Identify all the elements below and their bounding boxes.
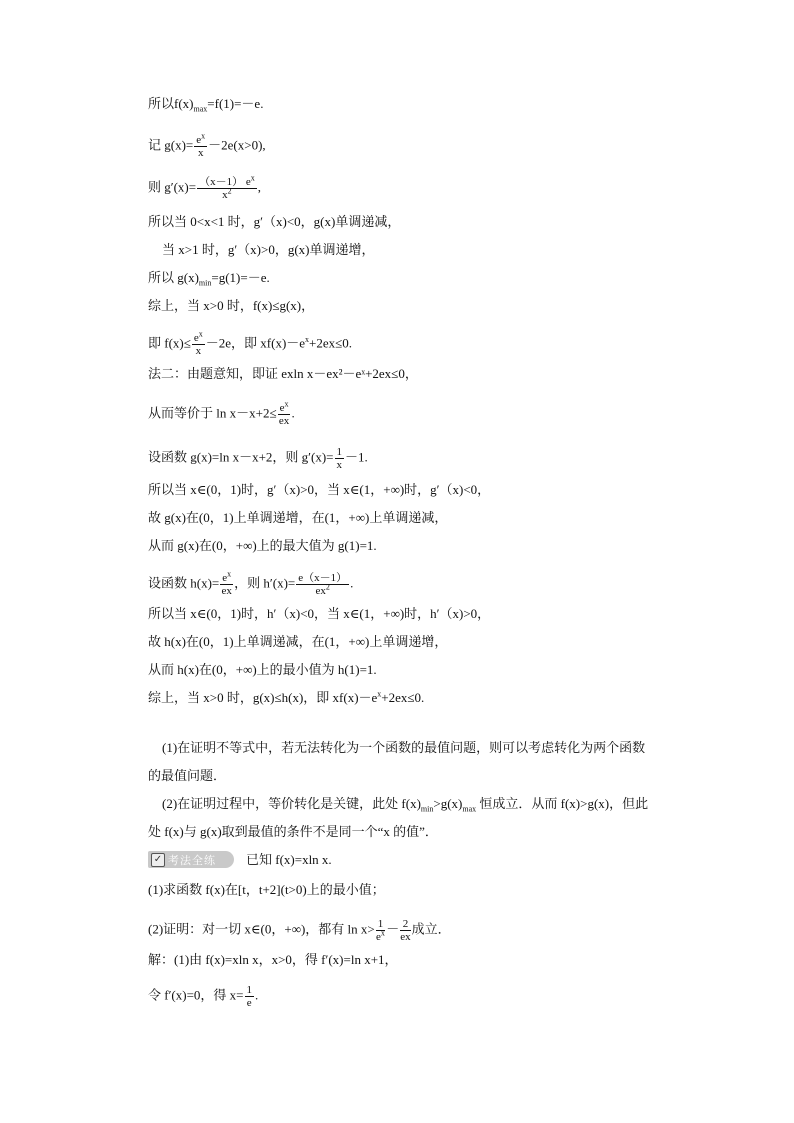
note-2-line-1: (2)在证明过程中，等价转化是关键，此处 $f(x)_{min}>g(x)_{max}$ 恒成立．从而 f(x)>g(x)，但此 xyxy=(162,796,649,814)
practice-badge xyxy=(148,851,234,868)
line-h-min: 从而 h(x)在(0，+∞)上的最小值为 h(1)=1. xyxy=(148,662,377,677)
line-gmin: 所以 $g(x)_{min}=g(1)=-e$. xyxy=(148,270,270,288)
fraction: $\frac{1}{x}$ xyxy=(336,446,343,471)
question-part-1: (1)求函数 f(x)在[t，t+2](t>0)上的最小值； xyxy=(148,882,385,897)
line-g-monotonic: 故 g(x)在(0，1)上单调递增，在(1，+∞)上单调递减， xyxy=(148,510,448,525)
line-conclusion-1: 即 f(x)≤ $\frac{e^x}{x}$ －2e，即 $xf(x)-e^x+2ex\le 0$. xyxy=(148,329,353,357)
line-define-g: 记 g(x)= $\frac{e^x}{x}$ －2e(x>0), xyxy=(148,131,266,159)
fraction: $\frac{e^x}{x}$ xyxy=(196,131,206,159)
fraction: $\frac{1}{e^x}$ xyxy=(376,918,385,943)
solution-line-2: 令 f′(x)=0，得 x= $\frac{1}{e}$ . xyxy=(148,984,259,1009)
line-increasing: 当 x>1 时，g′（x)>0，g(x)单调递增， xyxy=(162,242,375,257)
line-h-sign: 所以当 x∈(0，1)时，h′（x)<0，当 x∈(1，+∞)时，h′（x)>0， xyxy=(148,606,491,621)
line-g-derivative: 则 g′(x)= $\frac{(x-1) e^x}{x^2}$ , xyxy=(148,173,261,201)
note-1-line-2: 的最值问题． xyxy=(148,768,227,783)
line-method-two: 法二：由题意知，即证 exln x－ex²－eˣ+2ex≤0， xyxy=(148,366,418,381)
fraction: $\frac{(x-1) e^x}{x^2}$ xyxy=(199,173,255,201)
line-fmax: 所以$f(x)_{max}=f(1)=-e$. xyxy=(148,96,264,114)
fraction: $\frac{e^x}{ex}$ xyxy=(278,399,290,427)
fraction: $\frac{1}{e}$ xyxy=(246,984,252,1009)
line-h-monotonic: 故 h(x)在(0，1)上单调递减，在(1，+∞)上单调递增， xyxy=(148,634,448,649)
fraction: $\frac{e^x}{ex}$ xyxy=(221,569,232,597)
question-part-2: (2)证明：对一切 x∈(0，+∞)，都有 ln x> $\frac{1}{e^x}$ － $\frac{2}{ex}$ 成立． xyxy=(148,918,451,943)
fraction: $\frac{e^x}{x}$ xyxy=(193,329,203,357)
line-summary-1: 综上，当 x>0 时，f(x)≤g(x)， xyxy=(148,298,315,313)
line-summary-2: 综上，当 x>0 时，g(x)≤h(x)，即 $xf(x)-e^x+2ex\le 0$. xyxy=(148,689,425,705)
note-2-line-2: 处 f(x)与 g(x)取到最值的条件不是同一个“x 的值”． xyxy=(148,824,438,839)
line-decreasing: 所以当 0<x<1 时，g′（x)<0，g(x)单调递减， xyxy=(148,214,401,229)
fraction: $\frac{2}{ex}$ xyxy=(400,918,411,943)
line-g-max: 从而 g(x)在(0，+∞)上的最大值为 g(1)=1. xyxy=(148,538,377,553)
solution-line-1: 解：(1)由 f(x)=xln x，x>0，得 f′(x)=ln x+1， xyxy=(148,952,398,967)
question-stem: 已知 f(x)=xln x. xyxy=(246,852,332,867)
line-set-g: 设函数 g(x)=ln x－x+2，则 g′(x)= $\frac{1}{x}$ －1. xyxy=(148,446,368,471)
check-icon: ✓ xyxy=(151,853,165,867)
fraction: $\frac{e(x-1)}{ex^2}$ xyxy=(298,572,348,597)
line-g-sign: 所以当 x∈(0，1)时，g′（x)>0，当 x∈(1，+∞)时，g′（x)<0， xyxy=(148,482,491,497)
badge-label: 考法全练 xyxy=(168,854,216,867)
line-set-h: 设函数 h(x)= $\frac{e^x}{ex}$ ，则 h′(x)= $\frac{e(x-1)}{ex^2}$ . xyxy=(148,569,354,597)
line-equivalent: 从而等价于 ln x－x+2≤ $\frac{e^x}{ex}$ . xyxy=(148,399,295,427)
note-1-line-1: (1)在证明不等式中，若无法转化为一个函数的最值问题，则可以考虑转化为两个函数 xyxy=(162,740,646,755)
